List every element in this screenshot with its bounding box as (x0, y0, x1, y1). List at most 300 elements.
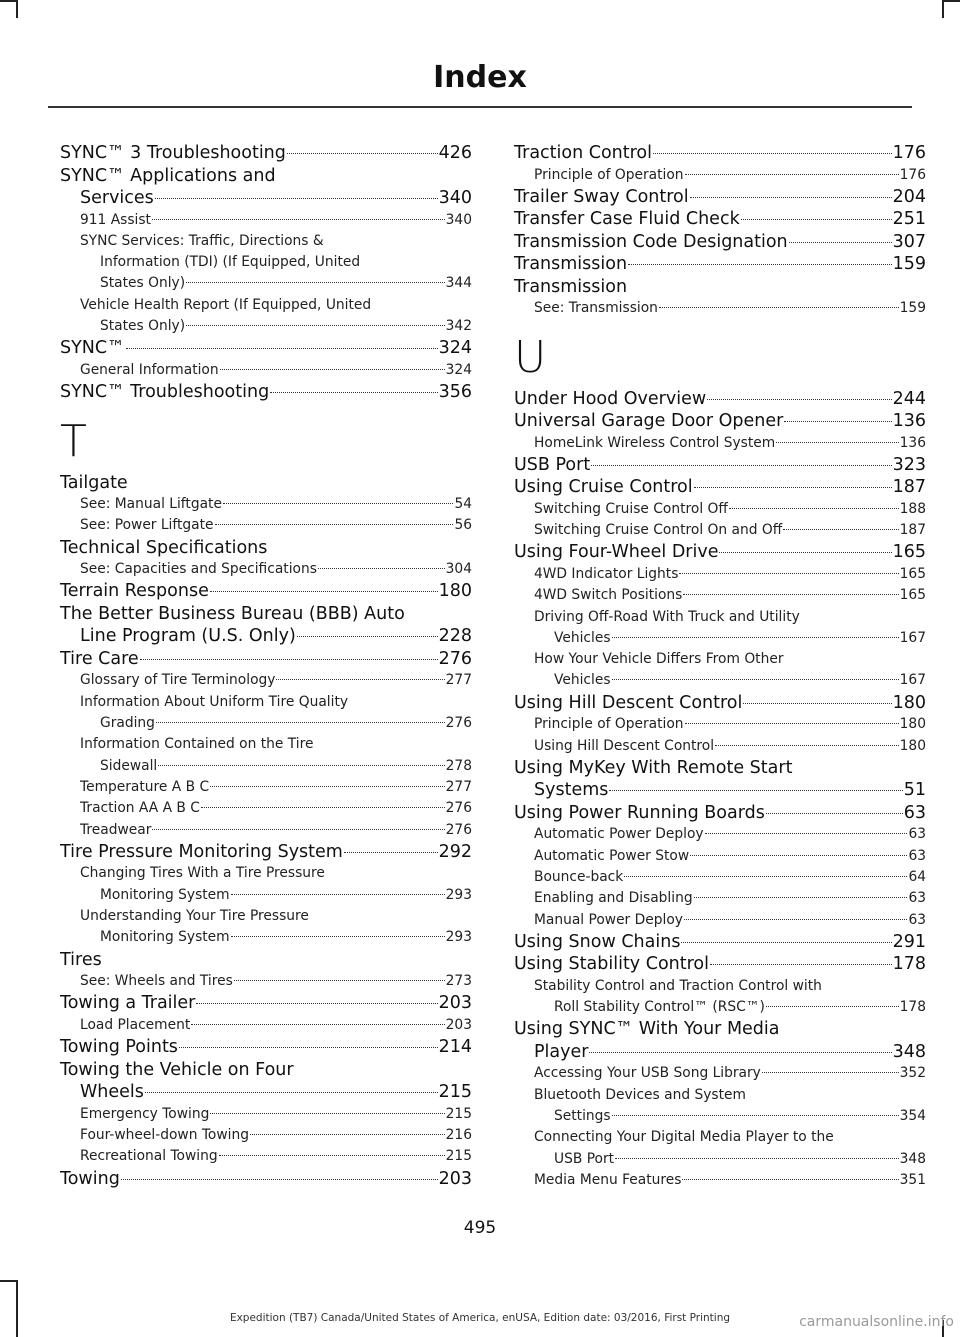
page-reference[interactable]: 63 (908, 911, 926, 928)
page-reference[interactable]: 215 (445, 1105, 472, 1122)
entry-text: Using MyKey With Remote Start (514, 757, 793, 778)
page-reference[interactable]: 203 (438, 1168, 472, 1189)
page-title: Index (433, 60, 527, 95)
page-reference[interactable]: 276 (445, 821, 472, 838)
index-entry[interactable] (60, 603, 472, 648)
page-reference[interactable]: 228 (438, 626, 472, 647)
index-subentry[interactable] (60, 515, 472, 536)
page-reference[interactable]: 276 (445, 715, 472, 732)
entry-text: Using Snow Chains (514, 931, 681, 952)
entry-text: Services (80, 188, 154, 208)
dot-leader (270, 392, 437, 393)
entry-text: Settings (554, 1108, 611, 1125)
entry-text: See: Power Liftgate (80, 517, 214, 534)
dot-leader (683, 594, 898, 595)
entry-text: SYNC™ Applications and (60, 165, 276, 186)
dot-leader (612, 679, 899, 680)
dot-leader (231, 894, 445, 895)
index-subentry[interactable] (514, 1085, 926, 1128)
index-entry[interactable] (60, 537, 472, 560)
entry-text: Automatic Power Deploy (534, 826, 704, 843)
page-reference[interactable]: 352 (899, 1065, 926, 1082)
page-reference[interactable]: 276 (445, 800, 472, 817)
entry-text: Information Contained on the Tire (80, 736, 314, 753)
index-subentry[interactable] (60, 863, 472, 906)
page-reference[interactable]: 54 (454, 496, 472, 513)
index-entry[interactable] (514, 802, 926, 825)
entry-text: Bluetooth Devices and System (534, 1086, 746, 1103)
index-entry[interactable] (514, 931, 926, 954)
dot-leader (589, 1052, 891, 1053)
page-reference[interactable]: 178 (892, 954, 926, 975)
page-reference[interactable]: 180 (899, 737, 926, 754)
index-entry[interactable] (514, 208, 926, 231)
dot-leader (250, 1134, 445, 1135)
page-reference[interactable]: 176 (892, 143, 926, 163)
page-reference[interactable]: 354 (899, 1108, 926, 1125)
entry-text: Tire Care (60, 648, 139, 669)
dot-leader (220, 369, 445, 370)
entry-text: Information (TDI) (If Equipped, United (100, 254, 361, 271)
entry-text: Glossary of Tire Terminology (80, 672, 276, 689)
page-reference[interactable]: 244 (892, 388, 926, 409)
index-subentry[interactable] (60, 295, 472, 338)
entry-text: Roll Stability Control™ (RSC™) (554, 999, 765, 1016)
index-entry[interactable] (60, 337, 472, 360)
page-reference[interactable]: 342 (445, 317, 472, 334)
crop-mark-top-left-v (16, 0, 18, 18)
page-reference[interactable]: 215 (445, 1148, 472, 1165)
dot-leader (719, 552, 891, 553)
dot-leader (681, 942, 891, 943)
entry-text: 4WD Switch Positions (534, 587, 683, 604)
page-reference[interactable]: 278 (445, 757, 472, 774)
entry-text: See: Wheels and Tires (80, 973, 233, 990)
entry-text: Using Power Running Boards (514, 802, 765, 823)
index-subentry[interactable] (60, 1146, 472, 1167)
entry-text: Using Hill Descent Control (534, 737, 715, 754)
index-subentry[interactable] (60, 1104, 472, 1125)
crop-mark-top-right (942, 0, 960, 2)
entry-text: Monitoring System (100, 929, 230, 946)
page-reference[interactable]: 304 (445, 561, 472, 578)
index-entry[interactable] (514, 410, 926, 433)
index-subentry[interactable] (514, 1063, 926, 1084)
dot-leader (140, 659, 438, 660)
page-reference[interactable]: 348 (899, 1150, 926, 1167)
index-entry[interactable] (60, 472, 472, 495)
page-reference[interactable]: 56 (454, 517, 472, 534)
entry-text: Vehicles (554, 629, 611, 646)
page-reference[interactable]: 64 (908, 868, 926, 885)
entry-text: Universal Garage Door Opener (514, 411, 784, 432)
index-entry[interactable] (514, 388, 926, 411)
entry-text: Manual Power Deploy (534, 911, 683, 928)
entry-text: Systems (534, 780, 609, 801)
page-reference[interactable]: 307 (892, 231, 926, 252)
entry-text: 4WD Indicator Lights (534, 565, 679, 582)
index-entry[interactable] (60, 165, 472, 210)
dot-leader (685, 174, 899, 175)
entry-text: Media Menu Features (534, 1171, 682, 1188)
index-subentry[interactable] (514, 714, 926, 735)
entry-text: See: Transmission (534, 300, 658, 317)
index-subentry[interactable] (60, 906, 472, 949)
page-reference[interactable]: 180 (899, 716, 926, 733)
entry-text: Towing (60, 1168, 120, 1189)
page-reference[interactable]: 324 (438, 338, 472, 359)
entry-text: Using SYNC™ With Your Media (514, 1019, 780, 1040)
index-entry[interactable] (60, 1059, 472, 1104)
entry-text: USB Port (554, 1150, 615, 1167)
page-reference[interactable]: 63 (908, 826, 926, 843)
entry-text: Using Four-Wheel Drive (514, 542, 719, 563)
index-entry[interactable] (514, 253, 926, 276)
index-subentry[interactable] (60, 559, 472, 580)
page-reference[interactable]: 324 (445, 361, 472, 378)
page-reference[interactable]: 165 (899, 565, 926, 582)
index-subentry[interactable] (60, 692, 472, 735)
page-reference[interactable]: 63 (908, 847, 926, 864)
index-entry[interactable] (514, 476, 926, 499)
entry-text: Load Placement (80, 1016, 191, 1033)
dot-leader (196, 1003, 437, 1004)
index-subentry[interactable] (60, 670, 472, 691)
dot-leader (684, 919, 908, 920)
entry-text: Switching Cruise Control On and Off (534, 522, 783, 539)
page-reference[interactable]: 340 (438, 188, 472, 208)
entry-text: The Better Business Bureau (BBB) Auto (60, 603, 405, 624)
page-reference[interactable]: 188 (899, 500, 926, 517)
dot-leader (766, 1006, 899, 1007)
dot-leader (659, 307, 899, 308)
entry-text: 911 Assist (80, 211, 151, 228)
index-entry[interactable] (514, 757, 926, 802)
entry-text: Information About Uniform Tire Quality (80, 693, 349, 710)
index-subentry[interactable] (514, 433, 926, 454)
dot-leader (707, 399, 891, 400)
index-subentry[interactable] (514, 846, 926, 867)
page-reference[interactable]: 176 (899, 166, 926, 183)
entry-text: Line Program (U.S. Only) (80, 626, 296, 647)
page-reference[interactable]: 276 (438, 648, 472, 669)
page-reference[interactable]: 277 (445, 778, 472, 795)
page-reference[interactable]: 136 (899, 434, 926, 451)
dot-leader (615, 1158, 899, 1159)
index-subentry[interactable] (60, 231, 472, 295)
index-subentry[interactable] (60, 210, 472, 231)
page-reference[interactable]: 323 (892, 454, 926, 475)
entry-text: Sidewall (100, 757, 158, 774)
dot-leader (628, 264, 892, 265)
entry-text: Accessing Your USB Song Library (534, 1065, 761, 1082)
dot-leader (158, 765, 444, 766)
dot-leader (155, 198, 438, 199)
dot-leader (776, 442, 898, 443)
entry-text: USB Port (514, 454, 591, 475)
dot-leader (766, 813, 903, 814)
page-reference[interactable]: 351 (899, 1171, 926, 1188)
page-reference[interactable]: 159 (899, 300, 926, 317)
page-reference[interactable]: 167 (899, 629, 926, 646)
entry-text: HomeLink Wireless Control System (534, 434, 776, 451)
index-entry[interactable] (60, 142, 472, 165)
dot-leader (612, 1115, 899, 1116)
index-entry[interactable] (514, 541, 926, 564)
index-subentry[interactable] (60, 820, 472, 841)
index-subentry[interactable] (60, 798, 472, 819)
entry-text: Principle of Operation (534, 716, 684, 733)
page-reference[interactable]: 167 (899, 672, 926, 689)
section-letter: T (60, 415, 87, 467)
entry-text: Using Cruise Control (514, 477, 693, 498)
dot-leader (344, 852, 438, 853)
index-entry[interactable] (60, 648, 472, 671)
entry-text: Four-wheel-down Towing (80, 1126, 249, 1143)
index-entry[interactable] (60, 992, 472, 1015)
dot-leader (186, 282, 445, 283)
page-reference[interactable]: 187 (899, 522, 926, 539)
index-subentry[interactable] (514, 499, 926, 520)
index-subentry[interactable] (60, 494, 472, 515)
dot-leader (653, 153, 892, 154)
dot-leader (694, 487, 892, 488)
dot-leader (276, 679, 444, 680)
entry-text: Using Hill Descent Control (514, 692, 743, 713)
index-column-right (514, 142, 926, 1191)
entry-text: Enabling and Disabling (534, 890, 693, 907)
index-entry[interactable] (514, 692, 926, 715)
dot-leader (215, 524, 454, 525)
entry-text: SYNC™ Troubleshooting (60, 382, 270, 403)
dot-leader (694, 897, 908, 898)
entry-text: Principle of Operation (534, 166, 684, 183)
entry-text: Vehicle Health Report (If Equipped, United (80, 296, 372, 313)
entry-text: Technical Specifications (60, 537, 268, 558)
dot-leader (743, 703, 891, 704)
dot-leader (682, 1179, 898, 1180)
page-reference[interactable]: 291 (892, 931, 926, 952)
page-reference[interactable]: 214 (438, 1037, 472, 1058)
index-subentry[interactable] (60, 734, 472, 777)
index-subentry[interactable] (514, 520, 926, 541)
entry-text: Under Hood Overview (514, 388, 707, 409)
dot-leader (201, 807, 445, 808)
entry-text: Recreational Towing (80, 1148, 218, 1165)
crop-mark-top-right-v (942, 0, 944, 18)
entry-text: Automatic Power Stow (534, 847, 690, 864)
index-subentry[interactable] (514, 1170, 926, 1191)
page-reference[interactable]: 251 (892, 209, 926, 230)
page-reference[interactable]: 187 (892, 477, 926, 498)
dot-leader (297, 636, 438, 637)
dot-leader (690, 197, 892, 198)
dot-leader (715, 745, 899, 746)
index-column-left (60, 142, 472, 1190)
page-reference[interactable]: 216 (445, 1126, 472, 1143)
dot-leader (318, 568, 445, 569)
page-reference[interactable]: 51 (903, 780, 926, 801)
entry-text: Towing the Vehicle on Four (60, 1059, 294, 1080)
index-subentry[interactable] (514, 910, 926, 931)
dot-leader (784, 421, 891, 422)
entry-text: Towing a Trailer (60, 993, 196, 1014)
page-reference[interactable]: 165 (892, 542, 926, 563)
index-entry[interactable] (60, 1168, 472, 1191)
page-reference[interactable]: 215 (438, 1082, 472, 1103)
index-subentry[interactable] (60, 360, 472, 381)
page-reference[interactable]: 344 (445, 275, 472, 292)
entry-text: Transmission Code Designation (514, 231, 788, 252)
dot-leader (609, 790, 902, 791)
dot-leader (591, 465, 891, 466)
entry-text: Changing Tires With a Tire Pressure (80, 865, 325, 882)
dot-leader (710, 964, 892, 965)
page-reference[interactable]: 277 (445, 672, 472, 689)
index-entry[interactable] (60, 1036, 472, 1059)
entry-text: Wheels (80, 1082, 144, 1103)
page-number: 495 (463, 1218, 497, 1238)
page-reference[interactable]: 293 (445, 929, 472, 946)
page-reference[interactable]: 159 (892, 254, 926, 275)
entry-text: SYNC Services: Traffic, Directions & (80, 232, 324, 249)
index-entry[interactable] (514, 231, 926, 254)
index-entry[interactable] (514, 454, 926, 477)
section-letter: U (514, 331, 547, 383)
index-subentry[interactable] (514, 585, 926, 606)
index-subentry[interactable] (514, 1127, 926, 1170)
entry-text: Driving Off-Road With Truck and Utility (534, 608, 800, 625)
page-reference[interactable]: 63 (908, 890, 926, 907)
index-subentry[interactable] (514, 165, 926, 186)
dot-leader (705, 833, 908, 834)
dot-leader (152, 829, 444, 830)
index-entry[interactable] (60, 841, 472, 864)
entry-text: Emergency Towing (80, 1105, 210, 1122)
footer-edition-info: Expedition (TB7) Canada/United States of America, enUSA, Edition date: 03/2016, First Printing (229, 1312, 731, 1324)
index-subentry[interactable] (514, 298, 926, 319)
page-reference[interactable]: 63 (903, 802, 926, 823)
entry-text: Stability Control and Traction Control with (534, 977, 822, 994)
entry-text: Transmission (514, 276, 628, 297)
dot-leader (685, 723, 899, 724)
page-reference[interactable]: 203 (445, 1016, 472, 1033)
dot-leader (152, 219, 445, 220)
index-subentry[interactable] (514, 649, 926, 692)
entry-text: SYNC™ (60, 338, 125, 359)
dot-leader (210, 591, 438, 592)
page-reference[interactable]: 348 (892, 1041, 926, 1062)
index-entry[interactable] (60, 381, 472, 404)
dot-leader (191, 1024, 444, 1025)
index-entry[interactable] (514, 953, 926, 976)
index-subentry[interactable] (514, 888, 926, 909)
entry-text: SYNC™ 3 Troubleshooting (60, 143, 286, 163)
page-reference[interactable]: 426 (438, 143, 472, 163)
index-subentry[interactable] (514, 564, 926, 585)
dot-leader (789, 242, 892, 243)
entry-text: Towing Points (60, 1037, 178, 1058)
index-entry[interactable] (514, 1018, 926, 1063)
dot-leader (729, 508, 899, 509)
index-subentry[interactable] (514, 976, 926, 1019)
entry-text: Grading (100, 715, 155, 732)
entry-text: States Only) (100, 275, 186, 292)
crop-mark-bottom-left-h (0, 1280, 18, 1282)
page-reference[interactable]: 292 (438, 841, 472, 862)
index-entry[interactable] (60, 580, 472, 603)
page-reference[interactable]: 203 (438, 993, 472, 1014)
page-reference[interactable]: 273 (445, 973, 472, 990)
entry-text: General Information (80, 361, 219, 378)
index-subentry[interactable] (514, 867, 926, 888)
index-entry[interactable] (514, 142, 926, 165)
crop-mark-bottom-left (16, 1280, 18, 1337)
entry-text: How Your Vehicle Differs From Other (534, 651, 784, 668)
page-reference[interactable]: 356 (438, 382, 472, 403)
dot-leader (179, 1047, 438, 1048)
dot-leader (210, 786, 445, 787)
page-reference[interactable]: 293 (445, 886, 472, 903)
dot-leader (783, 529, 898, 530)
entry-text: Connecting Your Digital Media Player to the (534, 1129, 834, 1146)
index-subentry[interactable] (60, 971, 472, 992)
dot-leader (210, 1113, 444, 1114)
entry-text: Player (534, 1041, 589, 1062)
index-subentry[interactable] (514, 607, 926, 650)
entry-text: Traction AA A B C (80, 800, 200, 817)
entry-text: See: Manual Liftgate (80, 496, 222, 513)
index-subentry[interactable] (60, 777, 472, 798)
dot-leader (762, 1072, 899, 1073)
entry-text: Tires (60, 949, 102, 970)
entry-text: States Only) (100, 317, 186, 334)
dot-leader (126, 348, 438, 349)
index-subentry[interactable] (60, 1015, 472, 1036)
entry-text: Vehicles (554, 672, 611, 689)
dot-leader (234, 980, 445, 981)
entry-text: Transmission (514, 254, 628, 275)
index-entry[interactable] (60, 949, 472, 972)
dot-leader (145, 1092, 438, 1093)
entry-text: Tire Pressure Monitoring System (60, 841, 343, 862)
index-entry[interactable] (514, 186, 926, 209)
page-reference[interactable]: 204 (892, 186, 926, 207)
dot-leader (219, 1155, 445, 1156)
page-reference[interactable]: 165 (899, 587, 926, 604)
entry-text: Understanding Your Tire Pressure (80, 907, 309, 924)
page-reference[interactable]: 136 (892, 411, 926, 432)
index-subentry[interactable] (60, 1125, 472, 1146)
title-divider (48, 106, 912, 108)
dot-leader (679, 573, 898, 574)
entry-text: Transfer Case Fluid Check (514, 209, 740, 230)
entry-text: Tailgate (60, 472, 128, 493)
index-subentry[interactable] (514, 824, 926, 845)
entry-text: See: Capacities and Specifications (80, 561, 317, 578)
page-reference[interactable]: 180 (892, 692, 926, 713)
dot-leader (612, 637, 899, 638)
page-reference[interactable]: 180 (438, 581, 472, 602)
index-subentry[interactable] (514, 736, 926, 757)
entry-text: Switching Cruise Control Off (534, 500, 728, 517)
dot-leader (690, 855, 907, 856)
index-entry[interactable] (514, 276, 926, 299)
page-reference[interactable]: 340 (445, 211, 472, 228)
page-reference[interactable]: 178 (899, 999, 926, 1016)
entry-text: Treadwear (80, 821, 152, 838)
entry-text: Monitoring System (100, 886, 230, 903)
